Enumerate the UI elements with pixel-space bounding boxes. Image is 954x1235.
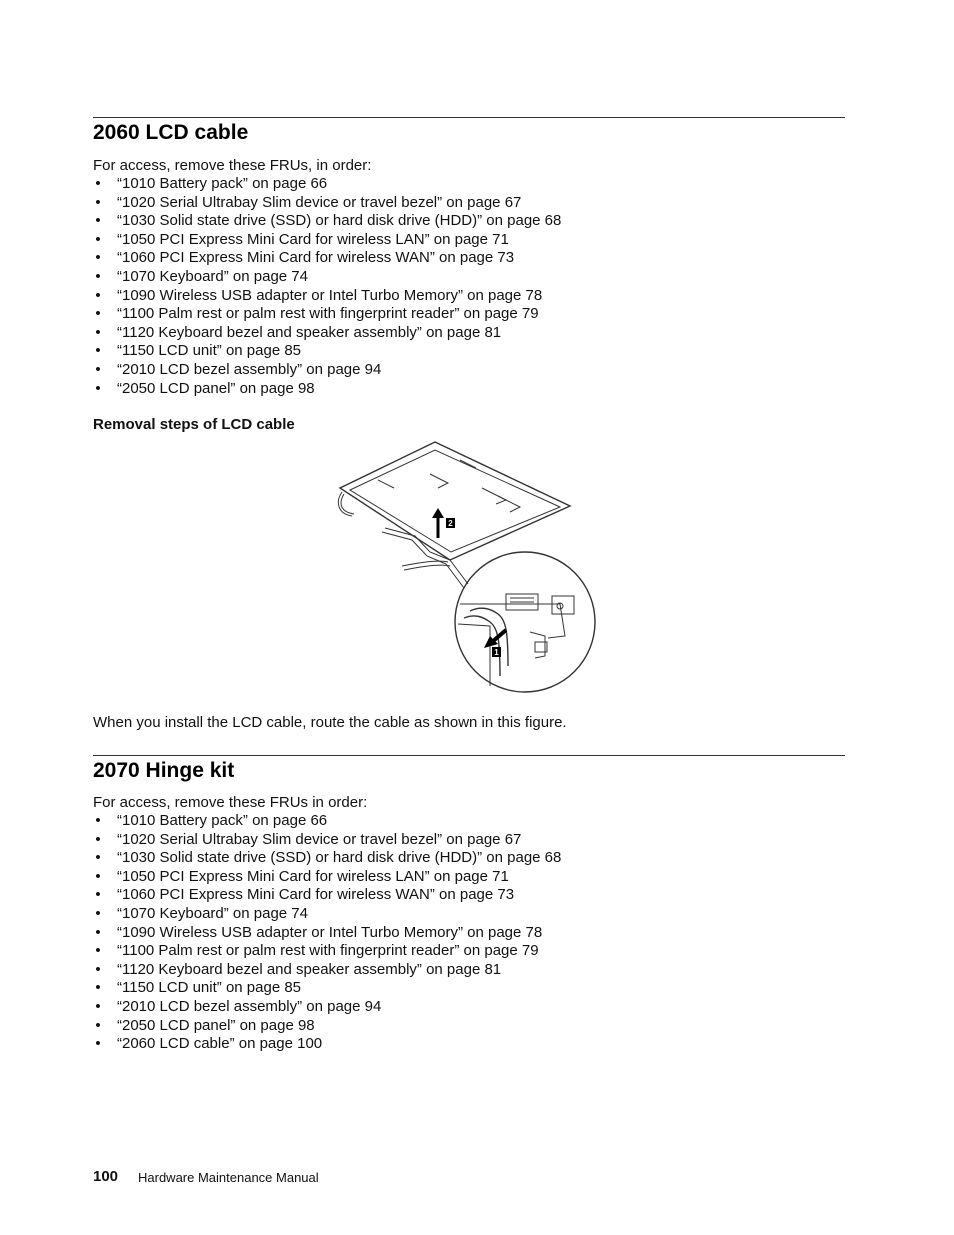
list-item-text: “1010 Battery pack” on page 66 <box>117 812 328 829</box>
section-intro: For access, remove these FRUs, in order: <box>93 157 372 174</box>
lcd-cover-inner <box>350 450 560 552</box>
list-item-text: “1010 Battery pack” on page 66 <box>117 175 328 192</box>
list-item-text: “1050 PCI Express Mini Card for wireless LAN” on page 71 <box>117 867 509 885</box>
section-title-hinge-kit: 2070 Hinge kit <box>93 759 235 782</box>
fru-list <box>93 175 561 398</box>
list-item-text: “1050 PCI Express Mini Card for wireless LAN” on page 71 <box>117 230 509 248</box>
list-item-text: “1030 Solid state drive (SSD) or hard disk drive (HDD)” on page 68 <box>117 212 562 230</box>
bullet-icon: • <box>95 942 101 960</box>
list-item <box>93 1035 561 1054</box>
lcd-cover-outer <box>340 442 570 560</box>
list-item-text: “1120 Keyboard bezel and speaker assembly” on page 81 <box>117 323 502 341</box>
bullet-icon: • <box>95 867 101 885</box>
list-item-text: “1100 Palm rest or palm rest with fingerprint reader” on page 79 <box>117 942 539 960</box>
list-item <box>93 212 561 231</box>
list-item <box>93 942 561 961</box>
list-item <box>93 231 561 250</box>
list-item <box>93 812 561 831</box>
bullet-icon: • <box>95 175 101 192</box>
list-item <box>93 361 561 380</box>
list-item-text: “2050 LCD panel” on page 98 <box>117 1016 315 1034</box>
arrow-up-icon <box>432 508 444 538</box>
bullet-icon: • <box>95 849 101 867</box>
list-item-text: “1060 PCI Express Mini Card for wireless WAN” on page 73 <box>117 249 515 267</box>
bullet-icon: • <box>95 886 101 904</box>
removal-steps-heading: Removal steps of LCD cable <box>93 416 295 433</box>
list-item-text: “1020 Serial Ultrabay Slim device or travel bezel” on page 67 <box>117 193 522 211</box>
section-divider <box>93 117 845 118</box>
install-note: When you install the LCD cable, route the cable as shown in this figure. <box>93 714 567 731</box>
list-item-text: “1030 Solid state drive (SSD) or hard disk drive (HDD)” on page 68 <box>117 849 562 867</box>
bullet-icon: • <box>95 923 101 941</box>
list-item <box>93 305 561 324</box>
section-intro: For access, remove these FRUs in order: <box>93 794 368 811</box>
callout-1-label: 1 <box>494 648 499 657</box>
bullet-icon: • <box>95 812 101 829</box>
list-item <box>93 868 561 887</box>
bullet-icon: • <box>95 305 101 323</box>
list-item <box>93 1017 561 1036</box>
list-item <box>93 287 561 306</box>
bullet-icon: • <box>95 230 101 248</box>
bullet-icon: • <box>95 830 101 848</box>
bullet-icon: • <box>95 323 101 341</box>
list-item-text: “1120 Keyboard bezel and speaker assembly” on page 81 <box>117 960 502 978</box>
bullet-icon: • <box>95 212 101 230</box>
list-item <box>93 998 561 1017</box>
lcd-cable-removal-figure <box>330 436 600 696</box>
bullet-icon: • <box>95 342 101 360</box>
list-item <box>93 886 561 905</box>
list-item <box>93 249 561 268</box>
manual-title: Hardware Maintenance Manual <box>138 1170 319 1185</box>
list-item <box>93 924 561 943</box>
list-item <box>93 979 561 998</box>
detail-magnifier-circle <box>455 552 595 692</box>
callout-2-label: 2 <box>448 519 453 528</box>
section-title-lcd-cable: 2060 LCD cable <box>93 121 249 144</box>
bullet-icon: • <box>95 979 101 997</box>
list-item <box>93 905 561 924</box>
list-item-text: “2010 LCD bezel assembly” on page 94 <box>117 997 382 1015</box>
page-number: 100 <box>93 1168 119 1185</box>
list-item-text: “2060 LCD cable” on page 100 <box>117 1035 323 1053</box>
list-item-text: “1100 Palm rest or palm rest with fingerprint reader” on page 79 <box>117 305 539 323</box>
bullet-icon: • <box>95 360 101 378</box>
callout-2 <box>446 518 455 528</box>
list-item-text: “1090 Wireless USB adapter or Intel Turbo Memory” on page 78 <box>117 286 543 304</box>
list-item-text: “1150 LCD unit” on page 85 <box>117 979 302 997</box>
lcd-cable-illustration <box>330 436 600 696</box>
list-item-text: “1090 Wireless USB adapter or Intel Turbo Memory” on page 78 <box>117 923 543 941</box>
section-divider <box>93 755 845 756</box>
callout-1 <box>492 647 501 657</box>
list-item <box>93 175 561 194</box>
list-item <box>93 342 561 361</box>
list-item-text: “1150 LCD unit” on page 85 <box>117 342 302 360</box>
list-item <box>93 268 561 287</box>
list-item-text: “1020 Serial Ultrabay Slim device or travel bezel” on page 67 <box>117 830 522 848</box>
arrow-down-left-icon <box>484 630 506 648</box>
list-item-text: “1060 PCI Express Mini Card for wireless WAN” on page 73 <box>117 886 515 904</box>
bullet-icon: • <box>95 193 101 211</box>
bullet-icon: • <box>95 249 101 267</box>
list-item-text: “2050 LCD panel” on page 98 <box>117 379 315 397</box>
bullet-icon: • <box>95 1035 101 1053</box>
bullet-icon: • <box>95 960 101 978</box>
bullet-icon: • <box>95 904 101 922</box>
list-item-text: “1070 Keyboard” on page 74 <box>117 904 308 922</box>
bullet-icon: • <box>95 379 101 397</box>
list-item <box>93 831 561 850</box>
bullet-icon: • <box>95 286 101 304</box>
list-item <box>93 849 561 868</box>
list-item <box>93 380 561 399</box>
bullet-icon: • <box>95 997 101 1015</box>
bullet-icon: • <box>95 267 101 285</box>
fru-list <box>93 812 561 1054</box>
list-item-text: “1070 Keyboard” on page 74 <box>117 267 308 285</box>
list-item <box>93 961 561 980</box>
bullet-icon: • <box>95 1016 101 1034</box>
list-item-text: “2010 LCD bezel assembly” on page 94 <box>117 360 382 378</box>
list-item <box>93 324 561 343</box>
list-item <box>93 194 561 213</box>
